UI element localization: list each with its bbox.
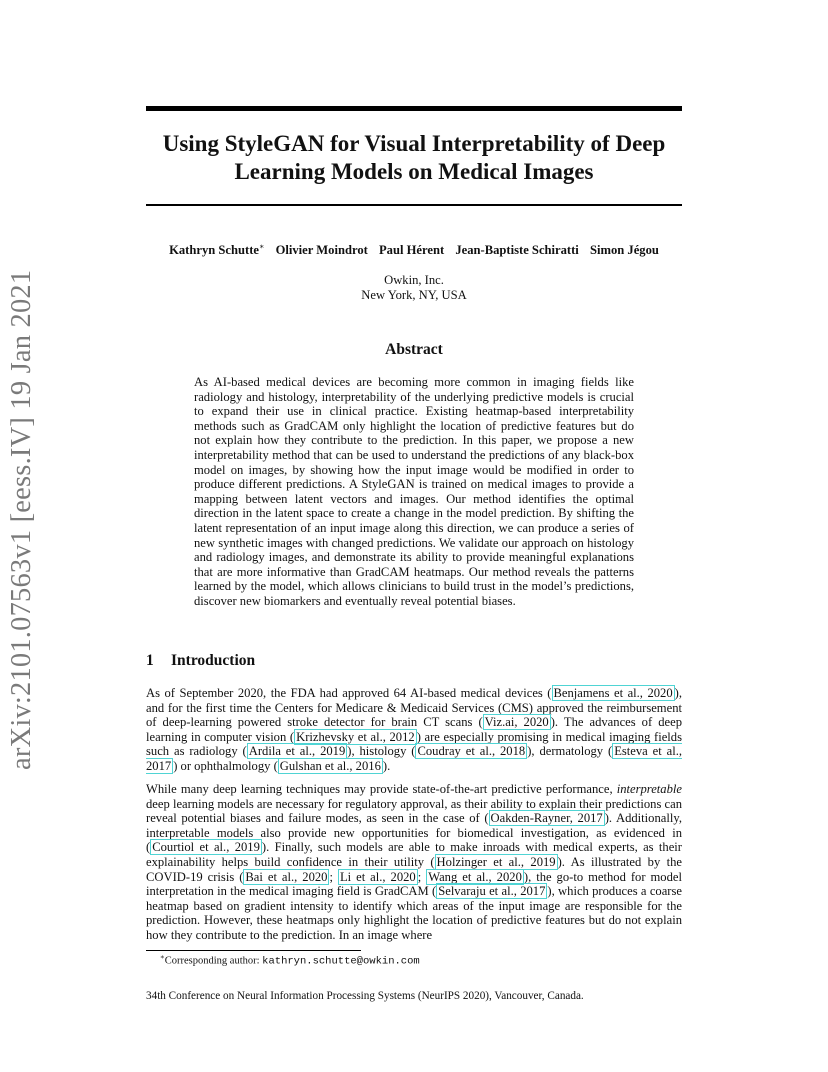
affiliation-org: Owkin, Inc.	[384, 273, 444, 287]
citation-link[interactable]: Courtiol et al., 2019	[152, 840, 260, 855]
text-run: ), which produces a coarse heatmap based on gradient intensity to identify which areas of the input image are responsible for the prediction. However, these heatmaps only highlight the location of predictive features but do not explain how they contribute to the prediction. In an image where	[146, 884, 682, 942]
section-number: 1	[146, 652, 154, 669]
text-run: ;	[329, 869, 338, 884]
footnote	[160, 953, 420, 968]
citation-link[interactable]: Holzinger et al., 2019	[436, 854, 556, 869]
footnote-email: kathryn.schutte@owkin.com	[262, 955, 420, 968]
citation-link[interactable]: Benjamens et al., 2020	[553, 686, 673, 700]
citation-link[interactable]: Gulshan et al., 2016	[279, 758, 381, 773]
affiliation	[146, 273, 682, 303]
arxiv-stamp: arXiv:2101.07563v1 [eess.IV] 19 Jan 2021	[6, 269, 37, 770]
text-run: While many deep learning techniques may provide state-of-the-art predictive performance,	[146, 782, 617, 796]
author-list	[100, 242, 728, 258]
section-title: Introduction	[171, 652, 256, 669]
text-run: ). As illustrated by the COVID-19 crisis (	[146, 854, 682, 884]
citation-link[interactable]: Krizhevsky et al., 2012	[296, 729, 415, 744]
author-name: Paul Hérent	[378, 243, 445, 258]
text-run: ). Additionally, interpretable models also provide new opportunities for biomedical investigation, as evidenced in (	[146, 811, 682, 855]
citation-link[interactable]: Esteva et al., 2017	[146, 744, 683, 773]
text-run: ), and for the first time the Centers for Medicare & Medicaid Services (CMS) approved the reimbursement of deep-learning powered stroke detector for brain CT scans (	[146, 686, 682, 730]
paper-title: Using StyleGAN for Visual Interpretability of Deep Learning Models on Medical Images	[162, 131, 666, 184]
citation-link[interactable]: Coudray et al., 2018	[417, 744, 526, 759]
text-run: ), the go-to method for model interpretation in the medical imaging field is GradCAM (	[146, 869, 682, 899]
intro-paragraph-2	[146, 782, 682, 943]
citation-link[interactable]: Wang et al., 2020	[428, 869, 522, 884]
author-name: Kathryn Schutte	[169, 243, 259, 258]
citation-link[interactable]: Ardila et al., 2019	[248, 744, 346, 759]
text-run: ). The advances of deep learning in computer vision (	[146, 715, 682, 744]
citation-link[interactable]: Li et al., 2020	[339, 869, 416, 884]
emphasis-text: interpretable	[616, 782, 682, 796]
text-run: ), dermatology (	[527, 744, 613, 759]
intro-paragraph-1	[146, 686, 682, 774]
abstract-text: As AI-based medical devices are becoming more common in imaging fields like radiology and histology, interpretability of the underlying predictive models is crucial to expand their use in clinical practice. Existing heatmap-based interpretability methods such as GradCAM only highlight the location of predictive features but do not explain how they contribute to the prediction. In this paper, we propose a new interpretability method that can be used to understand the predictions of any black-box model on images, by showing how the input image would be modified in order to produce different predictions. A StyleGAN is trained on medical images to provide a mapping between latent vectors and images. Our method identifies the optimal direction in the latent space to create a change in the model prediction. By shifting the latent representation of an input image along this direction, we can produce a series of new synthetic images with changed predictions. We validate our approach on histology and radiology images, and demonstrate its ability to provide meaningful explanations that are more informative than GradCAM heatmaps. Our method reveals the patterns learned by the model, which allows clinicians to build trust in the model’s predictions, discover new biomarkers and eventually reveal potential biases.	[194, 375, 634, 608]
title-top-rule	[146, 106, 682, 111]
text-run: ).	[382, 758, 391, 773]
title-bottom-rule	[146, 204, 682, 206]
affiliation-location: New York, NY, USA	[361, 288, 467, 302]
footnote-text: Corresponding author:	[164, 955, 263, 967]
conference-note: 34th Conference on Neural Information Processing Systems (NeurIPS 2020), Vancouver, Canada.	[146, 990, 584, 1002]
text-run: ), histology (	[347, 744, 416, 759]
footnote-rule	[146, 950, 361, 951]
text-run: ) or ophthalmology (	[173, 758, 278, 773]
text-run: ;	[417, 869, 427, 884]
text-run: ). Finally, such models are able to make inroads with medical experts, as their explainability helps build confidence in their utility (	[146, 840, 683, 869]
text-run: As of September 2020, the FDA had approved 64 AI-based medical devices (	[146, 686, 552, 700]
citation-link[interactable]: Oakden-Rayner, 2017	[490, 811, 603, 826]
citation-link[interactable]: Selvaraju et al., 2017	[438, 884, 546, 899]
author-name: Jean-Baptiste Schiratti	[455, 243, 579, 258]
text-run: ) are especially promising in medical imaging fields such as radiology (	[146, 729, 682, 759]
author-name: Simon Jégou	[589, 243, 659, 258]
author-footnote-mark: ∗	[259, 242, 265, 251]
abstract-heading: Abstract	[385, 341, 443, 358]
citation-link[interactable]: Bai et al., 2020	[245, 869, 328, 884]
citation-link[interactable]: Viz.ai, 2020	[484, 715, 549, 730]
section-heading	[146, 652, 255, 670]
footnote-mark: ∗	[160, 953, 165, 961]
text-run: deep learning models are necessary for regulatory approval, as their ability to explain their predictions can reveal potential biases and failure modes, as seen in the case of (	[146, 796, 682, 826]
author-name: Olivier Moindrot	[275, 243, 368, 258]
